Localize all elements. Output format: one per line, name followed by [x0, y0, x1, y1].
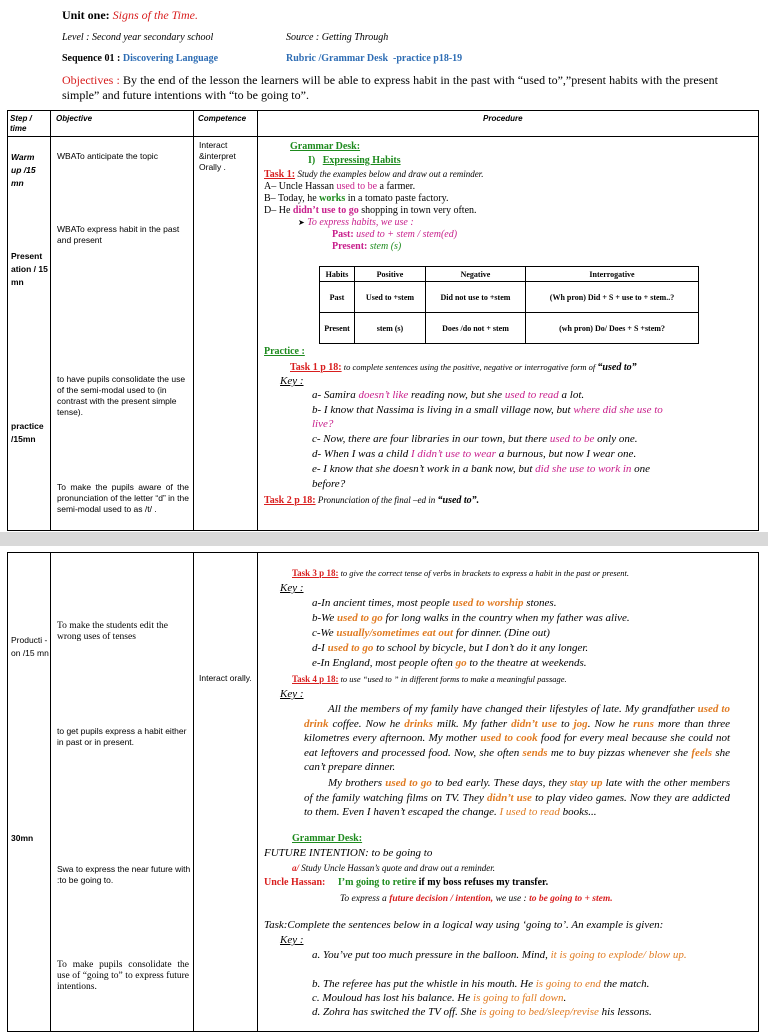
key-b-1: b- I know that Nassima is living in a small village now, but [312, 404, 574, 416]
answer-c-2: usually/sometimes eat out [336, 627, 454, 639]
past-label: Past: [332, 229, 354, 240]
example-a [264, 181, 415, 194]
key-c [312, 433, 638, 446]
future-c-3: . [563, 992, 567, 1004]
key-a [312, 389, 584, 402]
objective-anticipate: WBATo anticipate the topic [57, 151, 158, 161]
uncle-quote-rest: if my boss refuses my transfer. [416, 877, 549, 888]
task1-label: Task 1: [264, 169, 296, 180]
answer-a-1: a-In ancient times, most people [312, 597, 453, 609]
sequence-label: Sequence 01 : [62, 53, 121, 64]
answer-b-2: used to go [336, 612, 383, 624]
task4-text: to use “used to ” in different forms to make a meaningful passage. [338, 674, 567, 684]
passage-run: to [556, 717, 574, 730]
competence-header: Competence [198, 114, 247, 123]
habits-cell: Did not use to +stem [425, 282, 525, 313]
passage-run: . Now he [587, 717, 634, 730]
passage-run: more than three kilometres every afternoon. My mother [304, 717, 730, 744]
example-d-verb: didn’t use to go [292, 205, 359, 216]
task4-label: Task 4 p 18: [292, 674, 339, 684]
key-e-continued: before? [312, 478, 346, 490]
step-practice: practice /15mn [11, 421, 44, 444]
answer-d-1: d-I [312, 642, 328, 654]
future-rule-4: to be going to + stem. [529, 894, 613, 904]
passage-run: coffee. Now he [328, 717, 405, 730]
passage-run: used to cook [480, 732, 538, 744]
answer-e-2: go [455, 657, 467, 669]
section-title: Expressing Habits [322, 155, 401, 166]
procedure-header: Procedure [483, 114, 523, 123]
future-a-2: it is going to explode/ blow up. [550, 949, 687, 961]
habits-col-header: Negative [425, 267, 525, 282]
passage-run: All the members of my family have changed their lifestyles of late. My grandfather [328, 703, 698, 715]
answer-d [312, 642, 588, 655]
level-text: Level : Second year secondary school [62, 32, 214, 43]
unit-heading [62, 8, 198, 23]
future-rule-1: To express a [340, 894, 390, 904]
competence-text: Interact &interpret Orally . [199, 140, 236, 172]
key-e-1: e- I know that she doesn’t work in a bank now, but [312, 463, 536, 475]
objective-express-habit: WBATo express habit in the past and present [57, 224, 180, 245]
step-production: Producti -on /15 mn [11, 635, 49, 658]
future-b-3: the match. [600, 978, 650, 990]
grammar-desk-title-2: Grammar Desk: [292, 833, 363, 844]
key-b-continued: live? [312, 418, 334, 430]
habits-cell: Used to +stem [355, 282, 426, 313]
passage-run: me to buy pizzas whenever she [547, 746, 692, 759]
arrow-bullet-icon: ➤ [298, 218, 305, 227]
key-label-2: Key : [280, 688, 304, 700]
passage-run: drinks [404, 717, 433, 730]
rubric-line [286, 53, 462, 64]
key-d [312, 448, 636, 461]
habits-col-header: Positive [355, 267, 426, 282]
answer-a-2: used to worship [452, 597, 524, 609]
example-b-text: B– Today, he [264, 193, 320, 204]
passage-run: to play video games. Now they are addicted to them. Even I haven’t escaped the change. [304, 791, 730, 818]
objective-edit-tenses: To make the students edit the wrong uses of tenses [57, 621, 168, 642]
task2-p18-quote: “used to”. [437, 495, 480, 506]
passage-run: stay up [569, 777, 603, 789]
answer-c [312, 627, 550, 640]
task1-p18-text: to complete sentences using the positive, negative or interrogative form of [341, 362, 598, 372]
habits-cell: (Wh pron) Did + S + use to + stem..? [526, 282, 699, 313]
passage-run: didn’t use [511, 717, 557, 730]
unit-label: Unit one: [62, 8, 110, 22]
answer-c-1: c-We [312, 627, 337, 639]
answer-d-2: used to go [327, 642, 374, 654]
key-c-2: used to be [549, 433, 595, 445]
future-task-line [292, 862, 495, 875]
future-task-marker: a/ [292, 863, 300, 873]
habits-col-header: Habits [320, 267, 355, 282]
practice-pages: -practice p18-19 [393, 53, 463, 64]
objective-header: Objective [56, 114, 93, 123]
present-rule: stem (s) [369, 241, 402, 252]
practice-label: Practice : [264, 346, 305, 357]
example-d-text: D– He [264, 205, 293, 216]
going-to-task: Task:Complete the sentences below in a logical way using ‘going to’. An example is given: [264, 919, 664, 931]
rule-intro: To express habits, we use : [307, 217, 414, 228]
task4-passage-1 [304, 702, 730, 775]
passage-run: jog [573, 717, 588, 730]
future-c-2: is going to fall down [473, 992, 564, 1004]
passage-run: feels [691, 746, 713, 759]
uncle-quote-line [264, 877, 548, 890]
sequence-title: Discovering Language [122, 53, 219, 64]
example-a-text: A– Uncle Hassan [264, 181, 337, 192]
future-task-text: Study Uncle Hassan’s quote and draw out a reminder. [299, 863, 496, 873]
key-e-2: did she use to work in [535, 463, 632, 475]
habits-cell: Past [320, 282, 355, 313]
key-d-2: I didn’t use to wear [410, 448, 496, 460]
past-rule-line [332, 229, 457, 242]
future-rule-line [340, 893, 613, 906]
key-a-5: a lot. [558, 389, 585, 401]
task1-line [264, 168, 483, 182]
key-a-2: doesn’t like [358, 389, 409, 401]
future-a [312, 949, 687, 962]
answer-b-1: b-We [312, 612, 337, 624]
task3-line [292, 567, 629, 581]
source-text: Source : Getting Through [286, 32, 389, 43]
objective-consolidate: to have pupils consolidate the use of the semi-modal used to (in contrast with the present simple tense). [57, 374, 186, 417]
passage-run: runs [633, 717, 654, 730]
passage-run: My brothers [328, 777, 386, 789]
answer-e-1: e-In England, most people often [312, 657, 456, 669]
objectives-paragraph [62, 73, 718, 103]
objective-express-habit: to get pupils express a habit either in past or in present. [57, 726, 187, 747]
competence-text: Interact orally. [199, 673, 252, 683]
answer-a-3: stones. [523, 597, 557, 609]
answer-a [312, 597, 556, 610]
example-b [264, 193, 448, 206]
rule-intro-line [298, 217, 414, 230]
task1-p18-line [290, 361, 637, 375]
key-a-4: used to read [504, 389, 559, 401]
objectives-label: Objectives : [62, 73, 120, 87]
example-d-end: shopping in town very often. [358, 205, 477, 216]
key-d-3: a burnous, but now I wear one. [495, 448, 637, 460]
key-e-3: one [631, 463, 651, 475]
passage-run: sends [522, 746, 548, 759]
key-b-2: where did she use to [573, 404, 663, 416]
key-a-1: a- Samira [312, 389, 359, 401]
key-label: Key : [280, 375, 304, 387]
page-separator [0, 532, 768, 546]
step-header: Step / time [10, 114, 32, 133]
present-label: Present: [332, 241, 368, 252]
task2-p18-label: Task 2 p 18: [264, 495, 316, 506]
example-b-verb: works [319, 193, 346, 204]
answer-e-3: to the theatre at weekends. [466, 657, 587, 669]
objectives-text: By the end of the lesson the learners will be able to express habit in the past with “used to”,”present habits with the present simple” and future intentions with “to be going to”. [62, 73, 718, 102]
key-d-1: d- When I was a child [312, 448, 411, 460]
future-d-1: d. Zohra has switched the TV off. She [312, 1006, 480, 1018]
step-thirty-min: 30mn [11, 833, 34, 843]
past-rule: used to + stem / stem(ed) [356, 229, 458, 240]
key-e [312, 463, 650, 476]
passage-run: food for every meal because she could not eat leftovers and processed food. Now, she often [304, 732, 730, 759]
key-b [312, 404, 663, 417]
example-d [264, 205, 477, 218]
objective-going-to: To make pupils consolidate the use of “going to” to express future intentions. [57, 960, 189, 992]
section-heading [308, 155, 401, 168]
step-warm-up: Warm up /15 mn [11, 152, 36, 188]
habits-col-header: Interrogative [526, 267, 699, 282]
answer-b-3: for long walks in the country when my father was alive. [382, 612, 630, 624]
uncle-label: Uncle Hassan: [264, 877, 326, 888]
sequence-line [62, 53, 218, 64]
passage-run: milk. My father [432, 717, 512, 730]
grammar-desk-title: Grammar Desk: [290, 141, 361, 152]
future-d [312, 1006, 652, 1019]
future-d-2: is going to bed/sleep/revise [479, 1006, 599, 1018]
unit-title: Signs of the Time. [112, 8, 199, 22]
habits-cell: Does /do not + stem [425, 313, 525, 344]
present-rule-line [332, 241, 401, 254]
habits-table [319, 266, 699, 344]
key-c-1: c- Now, there are four libraries in our town, but there [312, 433, 550, 445]
example-a-verb: used to be [336, 181, 378, 192]
answer-d-3: to school by bicycle, but I don’t do it any longer. [373, 642, 589, 654]
passage-run: used to go [385, 777, 432, 789]
objective-near-future: Swa to express the near future with :to be going to. [57, 864, 191, 885]
task3-text: to give the correct tense of verbs in brackets to express a habit in the past or present. [338, 568, 630, 578]
answer-b [312, 612, 630, 625]
task2-p18-text: Pronunciation of the final –ed in [315, 495, 438, 505]
task3-label: Task 3 p 18: [292, 568, 339, 578]
rubric-text: Rubric /Grammar Desk [286, 53, 389, 64]
habits-cell: stem (s) [355, 313, 426, 344]
passage-run: books... [559, 806, 597, 818]
passage-run: to bed early. These days, they [431, 777, 570, 789]
key-label-3: Key : [280, 934, 304, 946]
future-rule-2: future decision / intention, [389, 894, 494, 904]
passage-run: didn’t use [487, 791, 532, 804]
habits-cell: (wh pron) Do/ Does + S +stem? [526, 313, 699, 344]
task4-passage-2 [304, 776, 730, 820]
task4-line [292, 673, 567, 687]
future-c-1: c. Mouloud has lost his balance. He [312, 992, 474, 1004]
answer-c-3: for dinner. (Dine out) [453, 627, 550, 639]
example-a-end: a farmer. [377, 181, 416, 192]
future-title: FUTURE INTENTION: to be going to [264, 847, 433, 859]
passage-run: late with the other members of the family watching films on TV. They [304, 777, 730, 804]
future-d-3: his lessons. [598, 1006, 652, 1018]
key-c-3: only one. [594, 433, 638, 445]
passage-run: I used to read [499, 806, 560, 818]
habits-cell: Present [320, 313, 355, 344]
document-page-2 [0, 546, 768, 1024]
section-number: I) [308, 155, 316, 166]
passage-run: she can’t prepare dinner. [304, 746, 730, 773]
objective-pronunciation: To make the pupils aware of the pronunciation of the letter “d” in the semi-modal used to as /t/ . [57, 482, 189, 514]
future-b-1: b. The referee has put the whistle in his mouth. He [312, 978, 536, 990]
key-label: Key : [280, 582, 304, 594]
future-rule-3: we use : [493, 894, 530, 904]
example-b-end: in a tomato paste factory. [345, 193, 449, 204]
uncle-quote-verb: I’m going to retire [337, 877, 417, 888]
future-c [312, 992, 566, 1005]
task2-p18-line [264, 494, 479, 508]
passage-run: used to drink [304, 703, 730, 730]
future-b [312, 978, 649, 991]
task1-p18-label: Task 1 p 18: [290, 362, 342, 373]
key-a-3: reading now, but she [408, 389, 505, 401]
answer-e [312, 657, 587, 670]
future-b-2: is going to end [535, 978, 601, 990]
task1-p18-quote: “used to” [597, 362, 637, 373]
step-presentation: Present ation / 15 mn [11, 251, 48, 287]
task1-text: Study the examples below and draw out a reminder. [297, 169, 484, 179]
future-a-1: a. You’ve put too much pressure in the balloon. Mind, [312, 949, 551, 961]
